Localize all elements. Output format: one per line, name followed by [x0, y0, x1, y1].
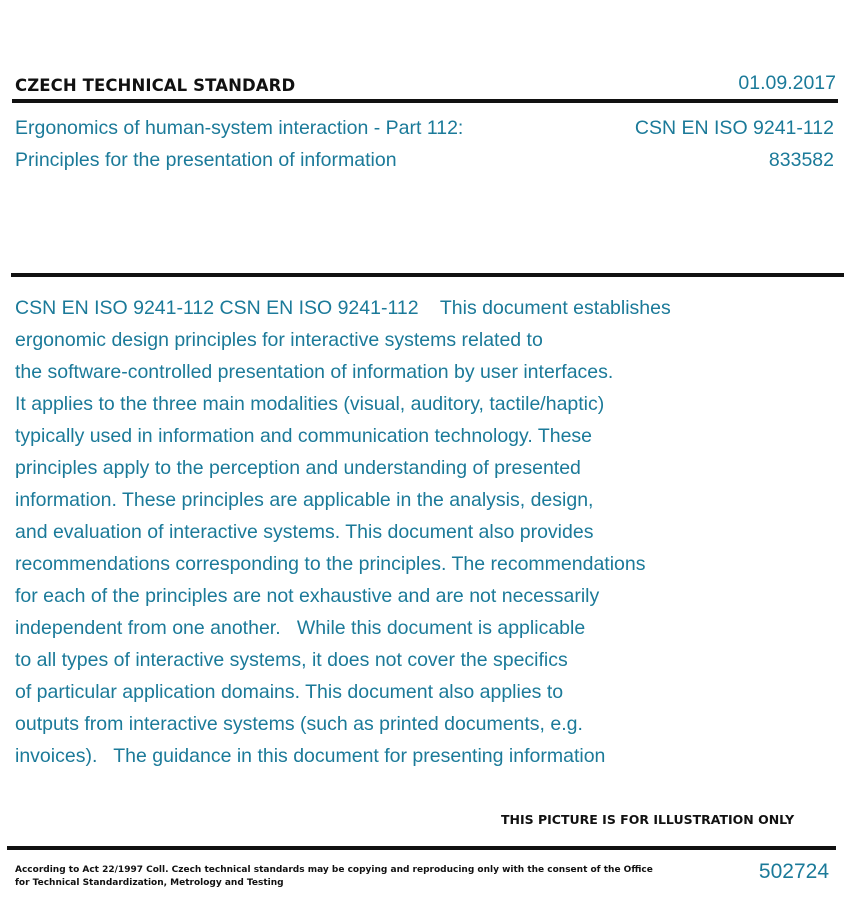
abstract [15, 292, 835, 772]
footer-id: 502724 [758, 860, 829, 883]
abstract-line: for each of the principles are not exhaustive and are not necessarily [15, 585, 600, 607]
abstract-line: CSN EN ISO 9241-112 CSN EN ISO 9241-112 This document establishes [15, 297, 671, 319]
abstract-line: It applies to the three main modalities (visual, auditory, tactile/haptic) [15, 393, 605, 415]
catalog-number: 833582 [768, 149, 834, 171]
legal-notice [15, 864, 653, 890]
illustration-note: THIS PICTURE IS FOR ILLUSTRATION ONLY [501, 812, 795, 827]
abstract-line: information. These principles are applicable in the analysis, design, [15, 489, 594, 511]
abstract-line: and evaluation of interactive systems. This document also provides [15, 521, 594, 543]
abstract-line: independent from one another. While this document is applicable [15, 617, 586, 639]
bottom-divider [7, 846, 836, 850]
middle-divider [11, 273, 844, 277]
abstract-line: to all types of interactive systems, it does not cover the specifics [15, 649, 568, 671]
legal-notice-line-1: According to Act 22/1997 Coll. Czech technical standards may be copying and reproducing only with the consent of the Office [15, 865, 653, 875]
abstract-line: principles apply to the perception and understanding of presented [15, 457, 581, 479]
abstract-line: typically used in information and communication technology. These [15, 425, 593, 447]
top-divider [12, 99, 838, 103]
abstract-line: invoices). The guidance in this document for presenting information [15, 745, 606, 767]
abstract-line: the software-controlled presentation of information by user interfaces. [15, 361, 614, 383]
header-title: CZECH TECHNICAL STANDARD [15, 76, 296, 95]
standard-code: CSN EN ISO 9241-112 [634, 117, 834, 139]
header-date: 01.09.2017 [738, 72, 836, 94]
legal-notice-line-2: for Technical Standardization, Metrology and Testing [15, 878, 284, 888]
abstract-line: of particular application domains. This document also applies to [15, 681, 564, 703]
abstract-line: outputs from interactive systems (such as printed documents, e.g. [15, 713, 583, 735]
document-title-line-2: Principles for the presentation of information [15, 149, 397, 171]
document-title-line-1: Ergonomics of human-system interaction - Part 112: [15, 117, 464, 139]
abstract-line: recommendations corresponding to the principles. The recommendations [15, 553, 646, 575]
abstract-line: ergonomic design principles for interactive systems related to [15, 329, 543, 351]
